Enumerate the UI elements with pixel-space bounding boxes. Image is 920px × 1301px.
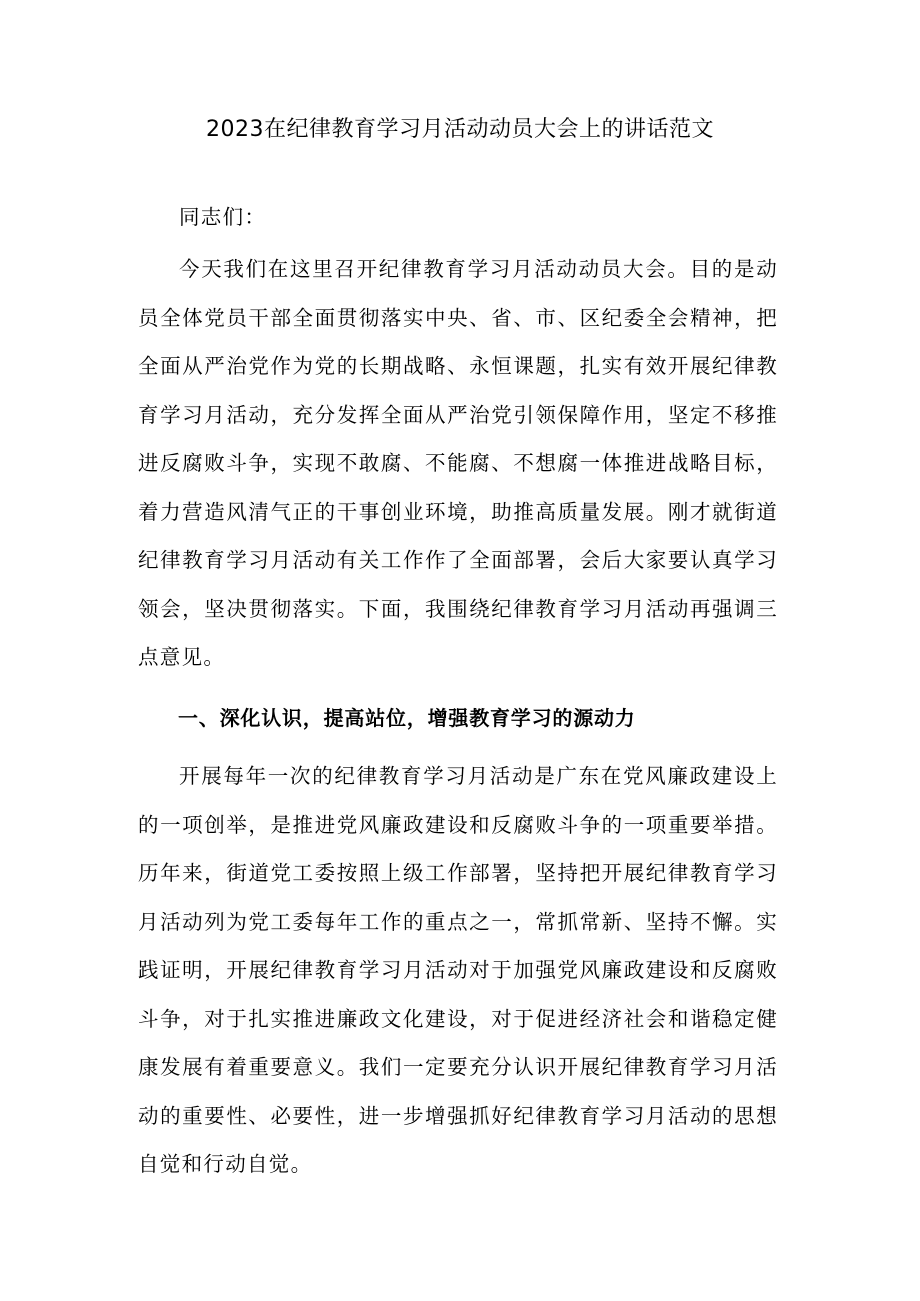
salutation: 同志们：	[179, 205, 267, 229]
body-paragraph-2: 开展每年一次的纪律教育学习月活动是广东在党风廉政建设上的一项创举，是推进党风廉政建设和反腐败斗争的一项重要举措。历年来，街道党工委按照上级工作部署，坚持把开展纪律教育学习月活动列为党工委每年工作的重点之一，常抓常新、坚持不懈。实践证明，开展纪律教育学习月活动对于加强党风廉政建设和反腐败斗争，对于扎实推进廉政文化建设，对于促进经济社会和谐稳定健康发展有着重要意义。我们一定要充分认识开展纪律教育学习月活动的重要性、必要性，进一步增强抓好纪律教育学习月活动的思想自觉和行动自觉。	[138, 764, 778, 1176]
section-heading-1: 一、深化认识，提高站位，增强教育学习的源动力	[178, 706, 636, 730]
body-paragraph-1: 今天我们在这里召开纪律教育学习月活动动员大会。目的是动员全体党员干部全面贯彻落实中央、省、市、区纪委全会精神，把全面从严治党作为党的长期战略、永恒课题，扎实有效开展纪律教育学习月活动，充分发挥全面从严治党引领保障作用，坚定不移推进反腐败斗争，实现不敢腐、不能腐、不想腐一体推进战略目标，着力营造风清气正的干事创业环境，助推高质量发展。刚才就街道纪律教育学习月活动有关工作作了全面部署，会后大家要认真学习领会，坚决贯彻落实。下面，我围绕纪律教育学习月活动再强调三点意见。	[138, 257, 778, 669]
document-title: 2023在纪律教育学习月活动动员大会上的讲话范文	[206, 117, 714, 142]
